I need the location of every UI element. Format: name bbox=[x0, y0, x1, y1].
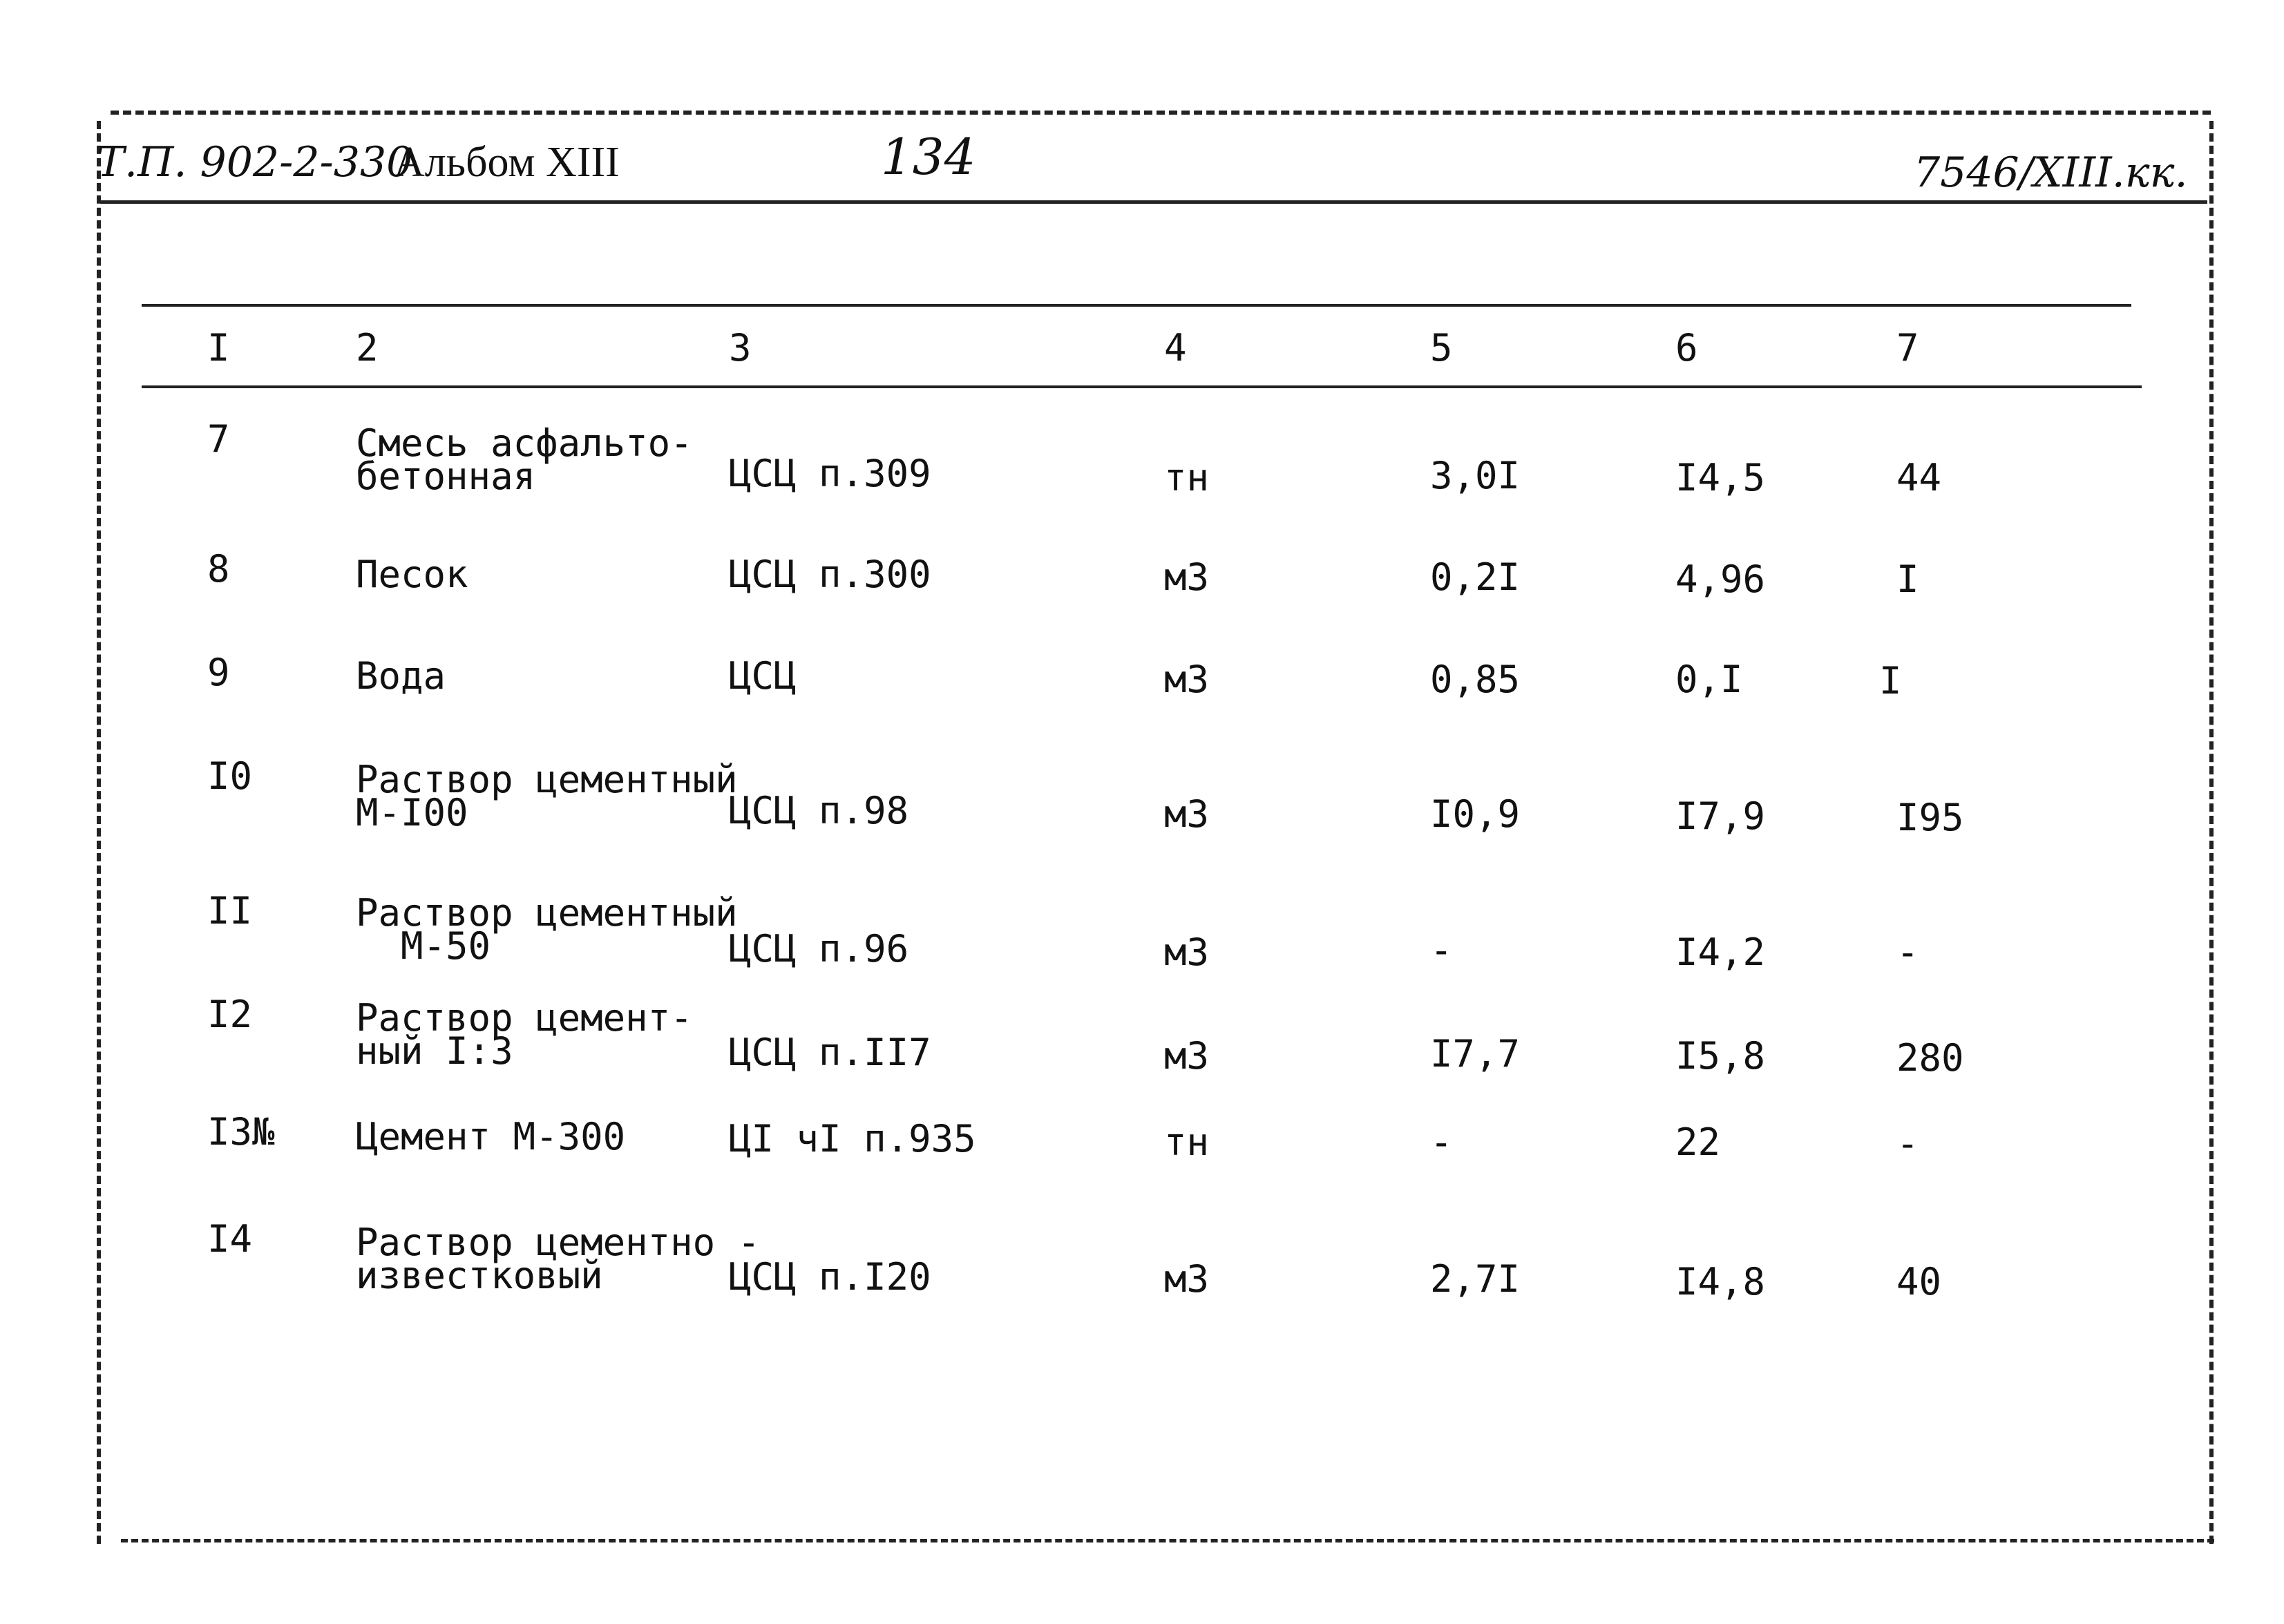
row-number: I2 bbox=[207, 993, 253, 1036]
price-source: ЦСЦ п.II7 bbox=[729, 1031, 931, 1074]
value-col-5: I7,7 bbox=[1430, 1032, 1521, 1076]
document-code: Т.П. 902-2-330 bbox=[97, 138, 413, 187]
value-col-6: 4,96 bbox=[1675, 557, 1766, 601]
value-col-5: - bbox=[1430, 1120, 1453, 1164]
row-number: 8 bbox=[207, 547, 230, 591]
value-col-6: 22 bbox=[1675, 1120, 1721, 1164]
header-rule bbox=[100, 200, 2207, 204]
material-name: Раствор цементный М-50 bbox=[356, 891, 738, 968]
page-frame-right bbox=[2209, 121, 2214, 1544]
column-number-4: 4 bbox=[1164, 326, 1187, 370]
album-label: Альбом XIII bbox=[394, 139, 620, 186]
value-col-6: I5,8 bbox=[1675, 1034, 1766, 1078]
column-number-2: 2 bbox=[356, 326, 379, 370]
inventory-number: 7546/XIII.кк. bbox=[1914, 149, 2188, 197]
value-col-6: I7,9 bbox=[1675, 794, 1766, 838]
row-number: 9 bbox=[207, 651, 230, 694]
material-name: Раствор цемент- ный I:3 bbox=[356, 996, 693, 1073]
unit: м3 bbox=[1164, 1257, 1210, 1301]
page-frame-left bbox=[97, 121, 101, 1544]
price-source: ЦСЦ п.98 bbox=[729, 789, 909, 832]
table-top-rule bbox=[142, 304, 2131, 307]
unit: м3 bbox=[1164, 555, 1210, 599]
value-col-7: - bbox=[1896, 1122, 1919, 1165]
price-source: ЦСЦ п.300 bbox=[729, 553, 931, 596]
price-source: ЦСЦ п.96 bbox=[729, 927, 909, 971]
price-source: ЦI чI п.935 bbox=[729, 1117, 976, 1160]
price-source: ЦСЦ bbox=[729, 654, 797, 698]
column-number-6: 6 bbox=[1675, 326, 1698, 370]
unit: м3 bbox=[1164, 1034, 1210, 1078]
unit: м3 bbox=[1164, 930, 1210, 974]
row-number: I3№ bbox=[207, 1110, 275, 1154]
column-number-3: 3 bbox=[729, 326, 752, 370]
value-col-5: 3,0I bbox=[1430, 454, 1521, 497]
page-frame-bottom bbox=[121, 1539, 2214, 1542]
unit: м3 bbox=[1164, 658, 1210, 701]
material-name: Смесь асфальто- бетонная bbox=[356, 421, 693, 498]
value-col-7: 280 bbox=[1896, 1036, 1964, 1080]
unit: тн bbox=[1164, 456, 1210, 499]
value-col-5: 2,7I bbox=[1430, 1257, 1521, 1301]
row-number: I0 bbox=[207, 754, 253, 798]
value-col-5: 0,85 bbox=[1430, 658, 1521, 701]
row-number: 7 bbox=[207, 417, 230, 461]
column-number-1: I bbox=[207, 326, 230, 370]
value-col-7: 40 bbox=[1896, 1260, 1942, 1303]
value-col-7: I bbox=[1879, 659, 1902, 703]
value-col-5: - bbox=[1430, 928, 1453, 972]
column-number-7: 7 bbox=[1896, 326, 1919, 370]
material-name: Раствор цементно - известковый bbox=[356, 1221, 761, 1297]
unit: м3 bbox=[1164, 792, 1210, 836]
value-col-6: I4,5 bbox=[1675, 456, 1766, 499]
value-col-7: I95 bbox=[1896, 796, 1964, 839]
column-number-5: 5 bbox=[1430, 326, 1453, 370]
value-col-7: - bbox=[1896, 930, 1919, 974]
page-frame-top bbox=[111, 111, 2211, 115]
value-col-6: I4,8 bbox=[1675, 1260, 1766, 1303]
material-name: Вода bbox=[356, 654, 446, 698]
price-source: ЦСЦ п.309 bbox=[729, 452, 931, 495]
value-col-7: I bbox=[1896, 557, 1919, 601]
price-source: ЦСЦ п.I20 bbox=[729, 1255, 931, 1299]
value-col-7: 44 bbox=[1896, 456, 1942, 499]
value-col-5: I0,9 bbox=[1430, 792, 1521, 836]
material-name: Песок bbox=[356, 553, 468, 596]
value-col-5: 0,2I bbox=[1430, 555, 1521, 599]
value-col-6: I4,2 bbox=[1675, 930, 1766, 974]
unit: тн bbox=[1164, 1120, 1210, 1164]
page-number: 134 bbox=[881, 128, 976, 186]
row-number: II bbox=[207, 889, 253, 933]
row-number: I4 bbox=[207, 1217, 253, 1261]
material-name: Раствор цементный М-I00 bbox=[356, 758, 738, 834]
material-name: Цемент М-300 bbox=[356, 1115, 626, 1158]
value-col-6: 0,I bbox=[1675, 658, 1743, 701]
table-header-rule bbox=[142, 385, 2142, 388]
